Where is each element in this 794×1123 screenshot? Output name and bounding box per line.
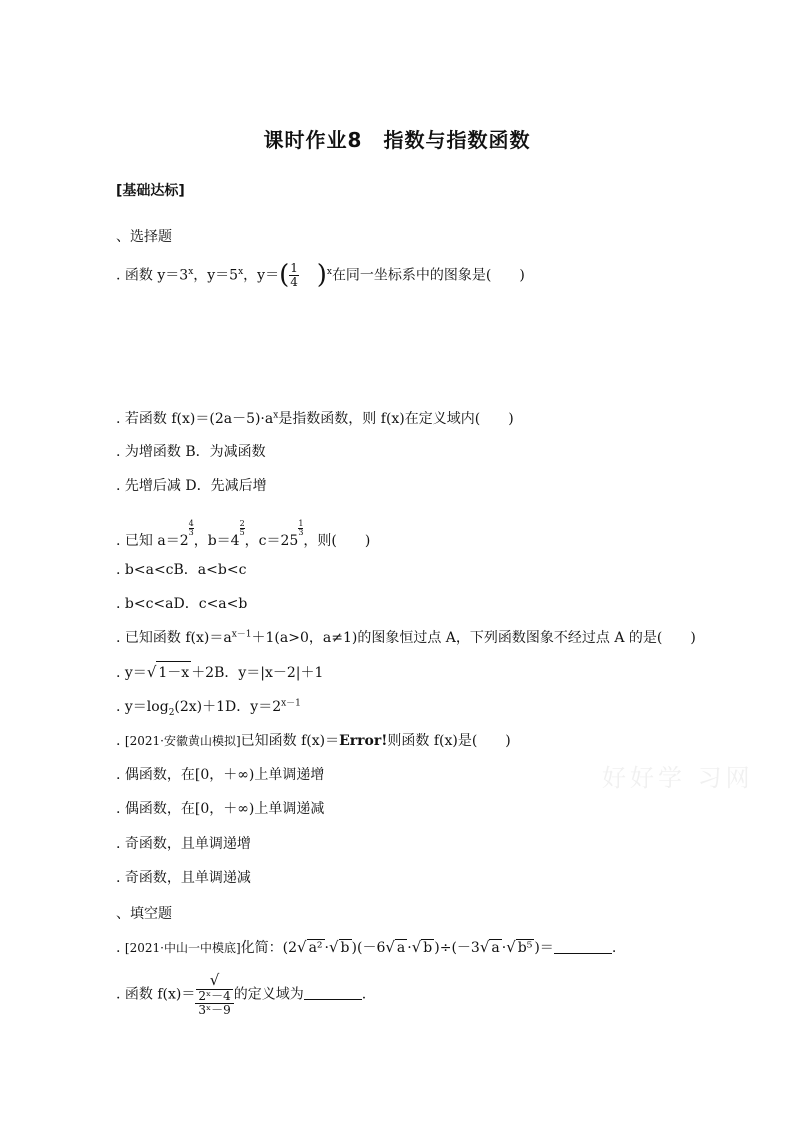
watermark: 好好学 习网 [602,764,754,792]
part1-heading: 、选择题 [116,229,172,245]
question-5-option-a: . 偶函数，在[0，＋∞)上单调递增 [116,767,325,783]
question-4-options-cd: . $y=\log_2(2x)+1D$．$y=2^{x-1}$ [116,698,301,718]
question-5-option-d: . 奇函数，且单调递减 [116,870,251,886]
question-5-option-c: . 奇函数，且单调递增 [116,836,251,852]
question-3-options-cd: . b<c<aD．c<a<b [116,596,248,612]
question-7: . 函数 f(x)＝ √ 2ˣ－4 3ˣ－9 的定义域为 . [116,971,367,1017]
question-2-options-cd: . 先增后减 D．先减后增 [116,478,267,494]
section-basic: [基础达标] [116,183,185,199]
question-5-option-b: . 偶函数，在[0，＋∞)上单调递减 [116,801,325,817]
answer-blank-6[interactable] [554,941,612,954]
question-3-options-ab: . b<a<cB．a<b<c [116,562,247,578]
question-5: . [2021·安徽黄山模拟]已知函数 f(x)＝Error!则函数 f(x)是( ) [116,733,511,749]
question-4-options-ab: . y＝√ 1－x ＋2B．y＝|x－2|＋1 [116,663,324,681]
question-2: . 若函数 $f(x)=(2a-5)\cdot a^x$是指数函数，则 f(x)在定义域内( ) [116,410,514,427]
part2-heading: 、填空题 [116,906,172,922]
question-1: . 函数 $y=3^x$，$y=5^x$，y＝( $\frac{1}{4}$ )$^x$在同一坐标系中的图象是( ) [116,260,525,291]
question-3: . 已知 a＝2 $\frac{4}{3}$ ，b＝4 $\frac{2}{5}$ ，c＝25 $\frac{1}{3}$ ，则( ) [116,519,371,549]
answer-blank-7[interactable] [304,987,362,1000]
page-title: 课时作业8 指数与指数函数 [263,128,531,152]
question-2-options-ab: . 为增函数 B．为减函数 [116,444,266,460]
question-4: . 已知函数 $f(x)=a^{x-1}+1(a>0$，a≠1)的图象恒过点 A，下列函数图象不经过点 A 的是( ) [116,629,696,646]
question-6: . [2021·中山一中模底]化简：(2√ a² ·√ b )(－6√ a ·√ b )÷(－3√ a ·√ b⁵ )＝ . [116,938,617,956]
